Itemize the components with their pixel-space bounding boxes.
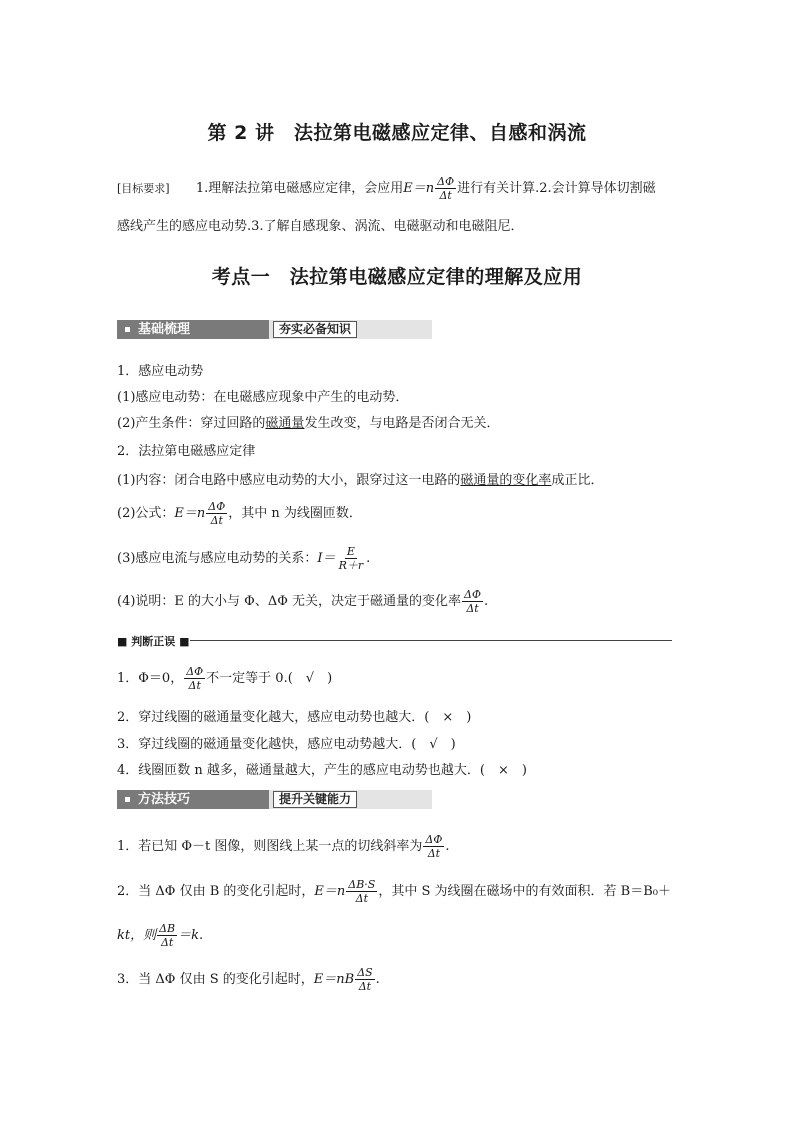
heading-faraday-law: 2．法拉第电磁感应定律 [117, 444, 256, 459]
objectives-label: [目标要求] [117, 182, 170, 195]
method-3: 3．当 ΔΦ 仅由 S 的变化引起时，E＝nB $\frac{\Delta S}{\Delta t}$ . [117, 966, 380, 993]
section-band-methods [117, 790, 432, 809]
band-label: 方法技巧 [138, 792, 191, 807]
method-2: 2．当 ΔΦ 仅由 B 的变化引起时，E＝n $\frac{\Delta B\cdot S}{\Delta t}$ ，其中 S 为线圈在磁场中的有效面积．若 B＝B₀＋ [117, 878, 671, 905]
judge-item-4: 4．线圈匝数 n 越多，磁通量越大，产生的感应电动势也越大．( × ) [117, 763, 527, 778]
judge-item-1: 1．Φ＝0， $\frac{\Delta\Phi}{\Delta t}$ 不一定等于 0.( √ ) [117, 665, 333, 692]
band-tag: 提升关键能力 [273, 791, 357, 808]
fraction-dphi-dt: $\frac{\Delta\Phi}{\Delta t}$ [186, 665, 204, 692]
method-2-continued: kt，则 $\frac{\Delta B}{\Delta t}$ ＝k. [117, 922, 204, 949]
band-label: 基础梳理 [138, 322, 191, 337]
method-1: 1．若已知 Φ－t 图像，则图线上某一点的切线斜率为 $\frac{\Delta\Phi}{\Delta t}$ . [117, 833, 450, 860]
judge-item-2: 2．穿过线圈的磁通量变化越大，感应电动势也越大．( × ) [117, 710, 472, 725]
fraction-ds-dt: $\frac{\Delta S}{\Delta t}$ [357, 966, 373, 993]
band-tag: 夯实必备知识 [273, 321, 357, 338]
divider [190, 640, 672, 641]
underlined-term: 磁通量的变化率 [460, 473, 552, 488]
basics-line-1: (1)感应电动势：在电磁感应现象中产生的电动势． [117, 390, 409, 405]
basics-line-4: (2)公式：E＝n $\frac{\Delta\Phi}{\Delta t}$ ，其中 n 为线圈匝数． [117, 500, 362, 527]
basics-line-3: (1)内容：闭合电路中感应电动势的大小，跟穿过这一电路的磁通量的变化率成正比． [117, 473, 604, 488]
heading-emf: 1．感应电动势 [117, 364, 204, 379]
underlined-term: 磁通量 [265, 416, 305, 431]
fraction-dphi-dt: $\frac{\Delta\Phi}{\Delta t}$ [464, 588, 481, 615]
fraction-dphi-dt: $\frac{\Delta\Phi}{\Delta t}$ [425, 833, 443, 860]
basics-line-2: (2)产生条件：穿过回路的磁通量发生改变，与电路是否闭合无关． [117, 416, 500, 431]
fraction-db-dt: $\frac{\Delta B}{\Delta t}$ [159, 922, 176, 949]
section-band-basics [117, 320, 432, 339]
fraction-dphi-dt: $\frac{\Delta\Phi}{\Delta t}$ [437, 175, 455, 202]
judge-item-3: 3．穿过线圈的磁通量变化越快，感应电动势越大．( √ ) [117, 737, 456, 752]
section-title: 考点一 法拉第电磁感应定律的理解及应用 [211, 266, 583, 288]
square-bullet-icon [125, 797, 130, 802]
fraction-dphi-dt: $\frac{\Delta\Phi}{\Delta t}$ [208, 500, 226, 527]
objectives-text-1: 1.理解法拉第电磁感应定律，会应用 [195, 181, 404, 196]
page-title: 第 2 讲 法拉第电磁感应定律、自感和涡流 [207, 122, 587, 144]
fraction-e-over-r: $\frac{E}{R+r}$ [338, 545, 364, 572]
formula-lhs: E＝n [403, 181, 435, 196]
basics-line-6: (4)说明：E 的大小与 Φ、ΔΦ 无关，决定于磁通量的变化率 $\frac{\Delta\Phi}{\Delta t}$ . [117, 588, 489, 615]
objectives-text-1b: 进行有关计算.2.会计算导体切割磁 [457, 181, 656, 196]
objectives-line-2: 感线产生的感应电动势.3.了解自感现象、涡流、电磁驱动和电磁阻尼． [117, 219, 524, 234]
basics-line-5: (3)感应电流与感应电动势的关系：I＝ $\frac{E}{R+r}$ . [117, 545, 371, 572]
fraction-dbs-dt: $\frac{\Delta B\cdot S}{\Delta t}$ [348, 878, 376, 905]
square-bullet-icon [125, 327, 130, 332]
judge-header: ■ 判断正误 ■ [117, 635, 190, 648]
objectives-line-1 [117, 175, 656, 202]
